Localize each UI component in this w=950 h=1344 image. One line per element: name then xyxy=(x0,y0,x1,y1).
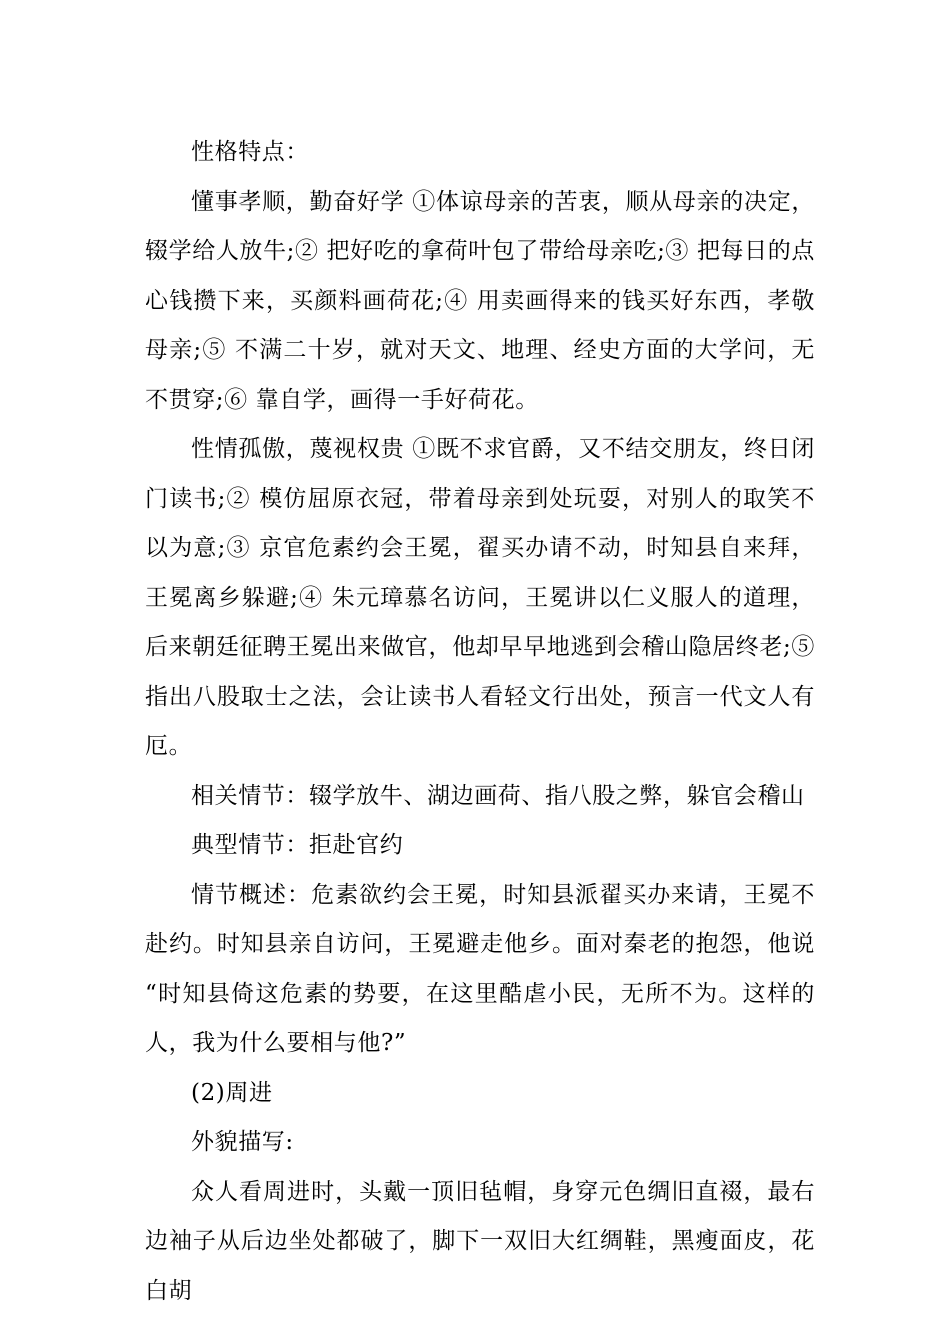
paragraph-filial-studious: 懂事孝顺，勤奋好学 ①体谅母亲的苦衷，顺从母亲的决定，辍学给人放牛;② 把好吃的拿荷叶包了带给母亲吃;③ 把每日的点心钱攒下来，买颜料画荷花;④ 用卖画得来的钱买好东西，孝敬母亲;⑤ 不满二十岁，就对天文、地理、经史方面的大学问，无不贯穿;⑥ 靠自学，画得一手好荷花。 xyxy=(145,188,815,413)
section-heading-zhou-jin: (2)周进 xyxy=(191,1079,273,1106)
heading-appearance: 外貌描写: xyxy=(191,1129,294,1155)
paragraph-plot-summary: 情节概述：危素欲约会王冕，时知县派翟买办来请，王冕不赴约。时知县亲自访问，王冕避走他乡。面对秦老的抱怨，他说“时知县倚这危素的势要，在这里酷虐小民，无所不为。这样的人，我为什么要相与他?” xyxy=(145,881,815,1056)
heading-personality-traits: 性格特点： xyxy=(191,139,309,165)
paragraph-typical-plot: 典型情节：拒赴官约 xyxy=(191,832,404,858)
paragraph-appearance-description: 众人看周进时，头戴一顶旧毡帽，身穿元色绸旧直裰，最右边袖子从后边坐处都破了，脚下一双旧大红绸鞋，黑瘦面皮，花白胡 xyxy=(145,1178,815,1304)
paragraph-related-plots: 相关情节：辍学放牛、湖边画荷、指八股之弊，躲官会稽山 xyxy=(191,782,805,809)
document-body xyxy=(145,128,815,1316)
paragraph-aloof-disdain-power: 性情孤傲，蔑视权贵 ①既不求官爵，又不结交朋友，终日闭门读书;② 模仿屈原衣冠，带着母亲到处玩耍，对别人的取笑不以为意;③ 京官危素约会王冕，翟买办请不动，时知县自来拜，王冕离乡躲避;④ 朱元璋慕名访问，王冕讲以仁义服人的道理，后来朝廷征聘王冕出来做官，他却早早地逃到会稽山隐居终老;⑤ 指出八股取士之法，会让读书人看轻文行出处，预言一代文人有厄。 xyxy=(145,436,815,759)
